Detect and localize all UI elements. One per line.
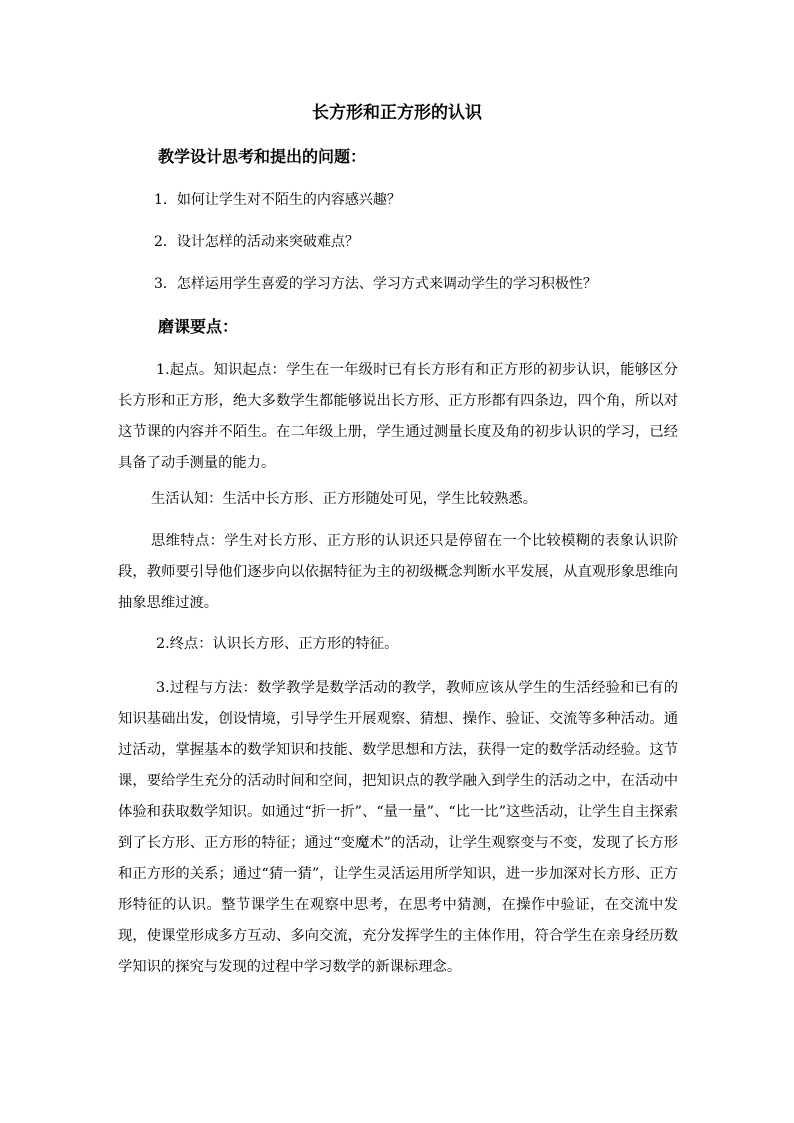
question-3: 3．怎样运用学生喜爱的学习方法、学习方式来调动学生的学习积极性？ bbox=[154, 276, 597, 292]
question-1: 1．如何让学生对不陌生的内容感兴趣？ bbox=[154, 192, 401, 208]
paragraph-starting-point: 1.起点。知识起点：学生在一年级时已有长方形有和正方形的初步认识，能够区分长方形和正方形，绝大多数学生都能够说出长方形、正方形都有四条边，四个角，所以对这节课的内容并不陌生。在二年级上册，学生通过测量长度及角的初步认识的学习，已经具备了动手测量的能力。 bbox=[118, 362, 678, 471]
paragraph-process-method: 3.过程与方法：数学教学是数学活动的教学，教师应该从学生的生活经验和已有的知识基础出发，创设情境，引导学生开展观察、猜想、操作、验证、交流等多种活动。通过活动，掌握基本的数学知识和技能、数学思想和方法，获得一定的数学活动经验。这节课，要给学生充分的活动时间和空间，把知识点的教学融入到学生的活动之中，在活动中体验和获取数学知识。如通过“折一折”、“量一量”、“比一比”这些活动，让学生自主探索到了长方形、正方形的特征；通过“变魔术”的活动，让学生观察变与不变，发现了长方形和正方形的关系；通过“猜一猜”，让学生灵活运用所学知识，进一步加深对长方形、正方形特征的认识。整节课学生在观察中思考，在思考中猜测，在操作中验证，在交流中发现，使课堂形成多方互动、多向交流，充分发挥学生的主体作用，符合学生在亲身经历数学知识的探究与发现的过程中学习数学的新课标理念。 bbox=[118, 680, 678, 975]
design-heading: 教学设计思考和提出的问题： bbox=[158, 147, 367, 166]
key-points-heading: 磨课要点： bbox=[158, 317, 239, 336]
document-title: 长方形和正方形的认识 bbox=[312, 103, 482, 123]
paragraph-end-point: 2.终点：认识长方形、正方形的特征。 bbox=[156, 636, 399, 652]
paragraph-life-cognition: 生活认知：生活中长方形、正方形随处可见，学生比较熟悉。 bbox=[151, 491, 538, 507]
question-2: 2．设计怎样的活动来突破难点？ bbox=[154, 234, 359, 250]
paragraph-thinking-features: 思维特点：学生对长方形、正方形的认识还只是停留在一个比较模糊的表象认识阶段，教师要引导他们逐步向以依据特征为主的初级概念判断水平发展，从直观形象思维向抽象思维过渡。 bbox=[118, 533, 678, 611]
